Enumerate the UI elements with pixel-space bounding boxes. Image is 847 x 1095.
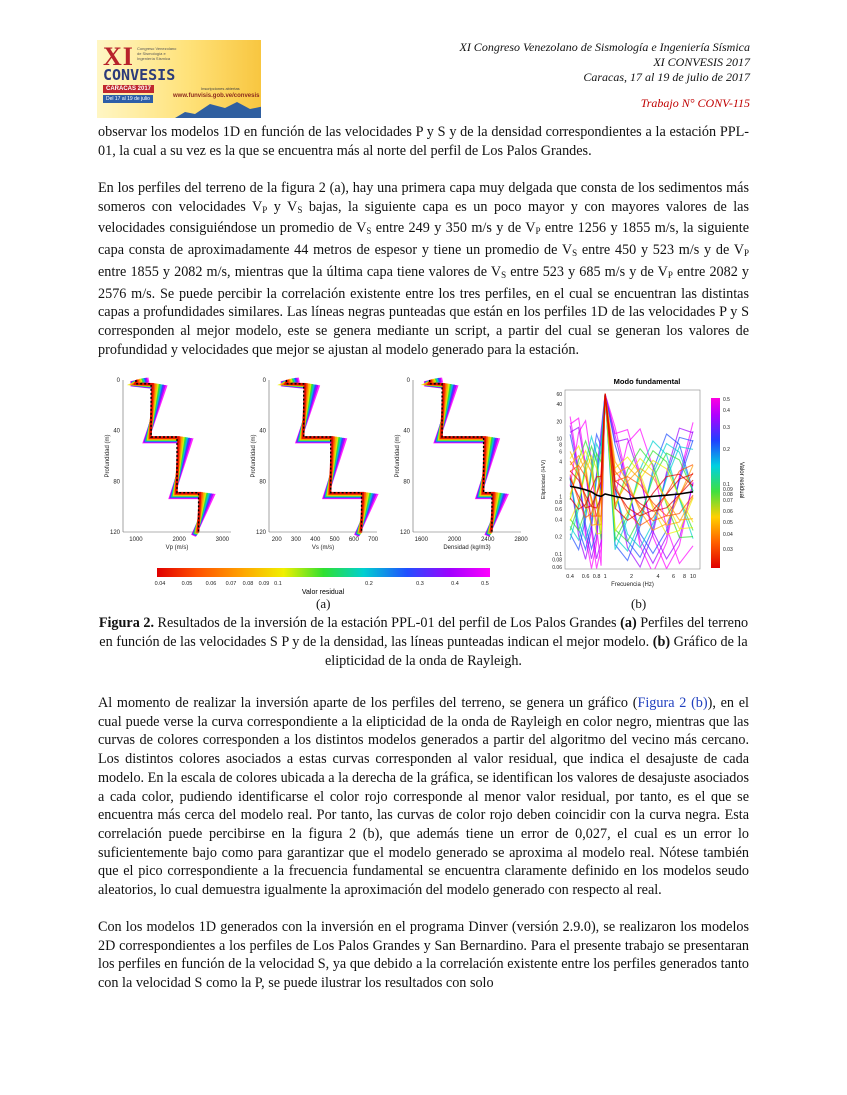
logo-dates: Del 17 al 19 de julio xyxy=(103,95,153,103)
x-tick-label: 10 xyxy=(689,574,697,580)
y-tick-label: 40 xyxy=(259,428,266,435)
y-tick-label: 40 xyxy=(403,428,410,435)
ellipticity-title: Modo fundamental xyxy=(613,377,681,386)
colorbar-b-tick: 0.06 xyxy=(723,509,733,515)
y-tick-label: 60 xyxy=(556,391,562,398)
x-tick-label: 700 xyxy=(368,537,379,543)
colorbar-a xyxy=(157,568,490,577)
header-dates: Caracas, 17 al 19 de julio de 2017 xyxy=(583,70,750,84)
model-ensemble-line xyxy=(135,380,202,533)
y-tick-label: 120 xyxy=(399,530,410,536)
logo-title: XI xyxy=(103,42,134,71)
y-tick-label: 80 xyxy=(113,479,120,486)
x-tick-label: 1000 xyxy=(129,537,143,543)
x-axis-label: Vp (m/s) xyxy=(165,545,189,551)
y-tick-label: 0.2 xyxy=(555,534,562,541)
model-ensemble-line xyxy=(281,380,374,536)
y-tick-label: 4 xyxy=(559,459,562,466)
x-tick-label: 2000 xyxy=(447,537,462,543)
logo-registration: Inscripciones abiertas xyxy=(201,86,240,91)
profile-panels xyxy=(105,378,528,551)
x-tick-label: 500 xyxy=(329,537,340,543)
best-model-line xyxy=(286,380,361,532)
y-tick-label: 120 xyxy=(109,530,120,536)
x-axis-label: Densidad (kg/m3) xyxy=(443,545,491,551)
colorbar-b xyxy=(711,398,720,568)
x-tick-label: 600 xyxy=(348,537,359,543)
figure-2a xyxy=(97,372,537,600)
colorbar-b-tick: 0.1 xyxy=(723,482,730,488)
colorbar-b-tick: 0.5 xyxy=(723,397,730,403)
mountain-icon xyxy=(175,100,261,118)
colorbar-a-tick: 0.2 xyxy=(365,581,373,587)
colorbar-a-tick: 0.4 xyxy=(451,581,459,587)
x-tick-label: 2400 xyxy=(481,537,495,543)
model-ensemble-line xyxy=(283,380,368,534)
model-ensemble-line xyxy=(285,380,364,533)
y-tick-label: 20 xyxy=(556,419,562,426)
x-tick-label: 400 xyxy=(310,537,321,543)
model-ensemble-line xyxy=(284,380,367,534)
y-tick-label: 0.06 xyxy=(552,564,562,571)
colorbar-a-tick: 0.06 xyxy=(205,581,217,587)
y-axis-label: Elipticidad (H/V) xyxy=(541,459,547,500)
y-tick-label: 40 xyxy=(556,402,562,409)
x-axis-label: Frecuencia (Hz) xyxy=(611,582,654,588)
y-axis-label: Profundidad (m) xyxy=(251,434,257,478)
colorbar-a-tick: 0.09 xyxy=(258,581,270,587)
x-tick-label: 0.4 xyxy=(566,574,574,580)
x-tick-label: 0.6 xyxy=(581,574,590,580)
y-tick-label: 1 xyxy=(559,494,562,501)
y-axis-label: Profundidad (m) xyxy=(105,434,111,478)
header-congress: XI Congreso Venezolano de Sismología e Ingeniería Sísmica xyxy=(459,40,750,54)
paragraph-3: Al momento de realizar la inversión aparte de los perfiles del terreno, se genera un gráfico (Figura 2 (b)), en el cual puede verse la curva correspondiente a la elipticidad de la onda de Rayleigh en color negro, mientras que las curvas de colores corresponden a los distintos modelos generados a partir del algoritmo del vecino más cercano. Los distintos colores asociados a estas curvas corresponden al valor residual, que indica el desajuste de cada modelo. En la escala de colores ubicada a la derecha de la gráfica, se identifican los valores de desajuste asociados a cada color, pudiendo identificarse el color rojo corresponde al menor valor residual, por tanto, es el que se encuentra más cerca del modelo real. Por tanto, las curvas de color rojo deben coincidir con la curva negra. Esta correlación puede percibirse en la figura 2 (b), que además tiene un error de 0,027, el cual es un error lo suficientemente bajo como para garantizar que el modelo generado se aproxima al modelo real. Nótese también que el pico correspondiente a la frecuencia fundamental se encuentra claramente definido en los modelos seudo aleatorios, lo cual demuestra igualmente la aproximación del modelo generado con respecto al real. xyxy=(98,695,749,899)
colorbar-b-tick: 0.03 xyxy=(723,547,733,553)
model-ensemble-line xyxy=(429,380,493,532)
best-model-line xyxy=(430,380,492,532)
y-tick-label: 0 xyxy=(406,378,410,384)
colorbar-b-ticks xyxy=(723,397,733,553)
x-tick-label: 200 xyxy=(271,537,282,543)
y-tick-label: 0.8 xyxy=(555,499,562,506)
colorbar-b-tick: 0.07 xyxy=(723,498,733,504)
logo-name: CONVESIS xyxy=(103,66,176,84)
colorbar-a-tick: 0.08 xyxy=(242,581,254,587)
y-tick-label: 0.4 xyxy=(555,517,562,524)
x-tick-label: 300 xyxy=(290,537,302,543)
y-axis-label: Profundidad (m) xyxy=(395,434,401,478)
x-tick-label: 2 xyxy=(630,574,634,580)
x-axis-label: Vs (m/s) xyxy=(311,545,335,551)
figure-caption: Figura 2. Resultados de la inversión de la estación PPL-01 del perfil de Los Palos Grandes (a) Perfiles del terreno en función de las velocidades S P y de la densidad, las líneas punteadas indican el mejor modelo. (b) Gráfico de la elipticidad de la onda de Rayleigh. xyxy=(98,615,749,669)
paragraph-4: Con los modelos 1D generados con la inversión en el programa Dinver (versión 2.9.0), se realizaron los modelos 2D correspondientes a los perfiles de Los Palos Grandes y San Bernardino. Para el presente trabajo se presentaran los perfiles en función de la velocidad S, ya que debido a la correlación existente entre los perfiles generados tanto con la velocidad S como la P, se puede ilustrar los resultados con solo xyxy=(98,919,749,992)
x-tick-label: 6 xyxy=(671,574,676,580)
x-tick-label: 3000 xyxy=(215,537,230,543)
model-ensemble-line xyxy=(283,380,370,535)
x-tick-label: 1600 xyxy=(414,537,428,543)
paragraph-1: observar los modelos 1D en función de las velocidades P y S y de la densidad correspondientes a la estación PPL-01, la cual a su vez es la que se encuentra más al norte del perfil de Los Palos Grandes. xyxy=(98,124,749,159)
residual-model-curve xyxy=(570,394,693,551)
figure-link[interactable]: Figura 2 (b) xyxy=(637,695,708,711)
convesis-logo xyxy=(97,40,261,118)
x-tick-label: 2000 xyxy=(172,537,186,543)
y-tick-label: 8 xyxy=(559,442,562,449)
y-tick-label: 0.08 xyxy=(552,557,562,564)
model-ensemble-line xyxy=(282,380,371,535)
best-model-line xyxy=(136,380,199,532)
x-tick-label: 4 xyxy=(656,574,660,580)
x-tick-label: 2800 xyxy=(514,537,528,543)
colorbar-b-tick: 0.09 xyxy=(723,487,733,493)
colorbar-a-tick: 0.04 xyxy=(154,581,166,587)
colorbar-a-ticks xyxy=(155,581,489,587)
colorbar-b-tick: 0.05 xyxy=(723,520,733,526)
model-ensemble-line xyxy=(132,380,209,535)
y-tick-label: 40 xyxy=(113,428,120,435)
ellipticity-curves xyxy=(570,394,693,573)
figure-label-a: (a) xyxy=(316,596,331,611)
ellipticity-plot xyxy=(541,390,700,588)
y-tick-label: 120 xyxy=(255,530,266,536)
colorbar-b-tick: 0.4 xyxy=(723,408,730,414)
figure-label-b: (b) xyxy=(631,596,647,611)
colorbar-a-label: Valor residual xyxy=(301,589,345,596)
paragraph-2: En los perfiles del terreno de la figura 2 (a), hay una primera capa muy delgada que consta de los sedimentos más someros con velocidades $V_P$ y $V_S$ bajas, la siguiente capa es un poco mayor y con mayores valores de las velocidades consiguiéndose un promedio de $V_S$ entre 249 y 350 m/s y de $V_P$ entre 1256 y 1855 m/s, la siguiente capa consta de aproximadamente 44 metros de espesor y tiene un promedio de $V_S$ entre 450 y 523 m/s y de $V_P$ entre 1855 y 2082 m/s, mientras que la última capa tiene valores de $V_S$ entre 523 y 685 m/s y de $V_P$ entre 2082 y 2576 m/s. Se puede percibir la correlación existente entre los tres perfiles, en el cual se encuentran las distintas capas a profundidades similares. Las líneas negras punteadas que están en los perfiles 1D de las velocidades P y S corresponden al mejor modelo, este se genera mediante un script, a partir del cual se generan los valores de profundidad y velocidades que mejor se ajustan al modelo generado para la estación. xyxy=(98,180,750,358)
header-acronym: XI CONVESIS 2017 xyxy=(653,55,750,69)
y-tick-label: 2 xyxy=(559,477,562,484)
y-tick-label: 0.6 xyxy=(555,507,562,514)
x-tick-label: 1 xyxy=(603,574,607,580)
x-tick-label: 0.8 xyxy=(592,574,601,580)
colorbar-a-tick: 0.1 xyxy=(274,581,282,587)
model-ensemble-line xyxy=(133,380,206,534)
y-tick-label: 80 xyxy=(403,479,410,486)
logo-small-text: Congreso Venezolano de Sismología e Ingeniería Sísmica xyxy=(137,46,177,61)
header-paper-id: Trabajo N° CONV-115 xyxy=(640,96,750,110)
y-tick-label: 0.1 xyxy=(555,552,562,559)
colorbar-b-tick: 0.04 xyxy=(723,532,733,538)
profile-panel-vs xyxy=(251,378,379,551)
profile-panel-vp xyxy=(105,378,231,551)
colorbar-a-tick: 0.07 xyxy=(225,581,237,587)
y-tick-label: 80 xyxy=(259,479,266,486)
colorbar-a-tick: 0.3 xyxy=(416,581,424,587)
figure-2b xyxy=(535,372,755,600)
y-tick-label: 6 xyxy=(559,449,562,456)
model-ensemble-line xyxy=(286,380,363,532)
model-ensemble-line xyxy=(282,380,373,535)
model-ensemble-line xyxy=(285,380,366,533)
y-tick-label: 0 xyxy=(262,378,266,384)
x-tick-label: 8 xyxy=(682,574,687,580)
logo-url: www.funvisis.gob.ve/convesis xyxy=(173,93,260,99)
model-ensemble-line xyxy=(426,380,502,535)
model-ensemble-line xyxy=(134,380,205,534)
model-ensemble-line xyxy=(134,380,203,533)
colorbar-a-tick: 0.5 xyxy=(481,581,489,587)
colorbar-b-tick: 0.3 xyxy=(723,425,730,431)
colorbar-b-tick: 0.08 xyxy=(723,492,733,498)
colorbar-b-tick: 0.2 xyxy=(723,447,730,453)
colorbar-a-tick: 0.05 xyxy=(181,581,193,587)
logo-city: CARACAS 2017 xyxy=(103,85,154,93)
model-ensemble-line xyxy=(135,380,200,532)
profile-panel-densidad xyxy=(395,378,528,551)
y-tick-label: 10 xyxy=(556,436,562,443)
model-ensemble-line xyxy=(133,380,208,535)
y-tick-label: 0 xyxy=(116,378,120,384)
colorbar-b-label: Valor residual xyxy=(738,462,744,499)
